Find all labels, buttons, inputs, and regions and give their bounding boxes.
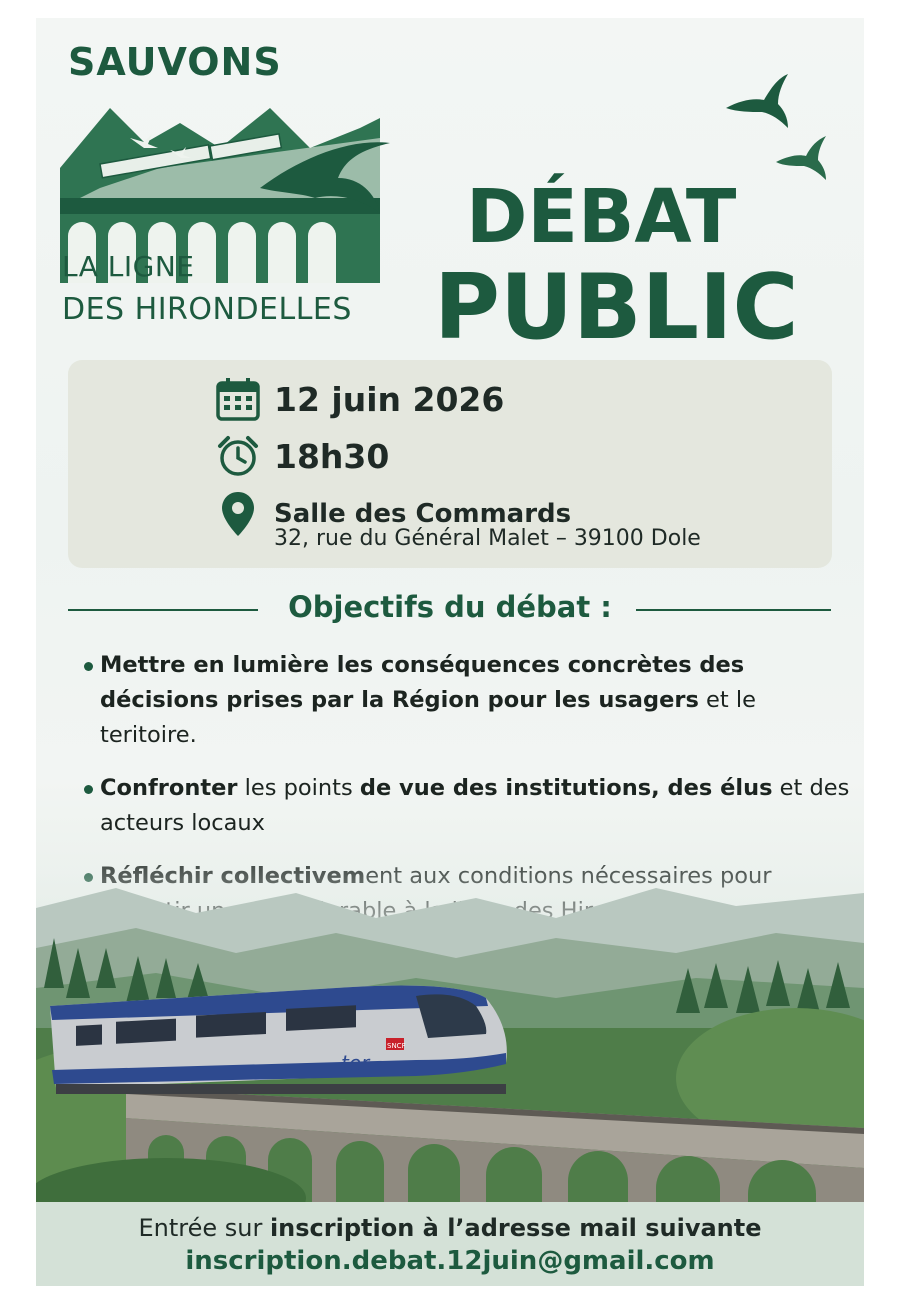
objectives-title: Objectifs du débat : (288, 590, 612, 624)
sncf-badge: SNCF (387, 1042, 406, 1050)
item-emphasis: Confronter (100, 775, 238, 801)
item-emphasis: Mettre en lumière les conséquences concrètes des décisions prises par la Région pour les usagers (100, 652, 745, 713)
title-line2: PUBLIC (434, 255, 799, 360)
train-viaduct-illustration (36, 838, 864, 1218)
alarm-clock-icon (212, 434, 264, 478)
registration-footer (36, 1202, 864, 1286)
logo-text-line2: DES HIRONDELLES (62, 292, 352, 327)
swallows-illustration (716, 70, 836, 190)
event-time: 18h30 (274, 436, 390, 476)
list-item (84, 771, 854, 841)
objectives-heading (36, 590, 864, 624)
registration-text (36, 1214, 864, 1242)
poster (36, 18, 864, 1286)
registration-email[interactable]: inscription.debat.12juin@gmail.com (185, 1246, 715, 1276)
date-row (212, 376, 504, 422)
event-date: 12 juin 2026 (274, 379, 505, 419)
time-row (212, 434, 389, 478)
registration-text-a: Entrée sur (138, 1214, 270, 1242)
title-line1: DÉBAT (466, 174, 737, 260)
item-emphasis: de vue des institutions, des élus (359, 775, 773, 801)
logo-text-line1: LA LIGNE (62, 250, 195, 283)
location-pin-icon (212, 490, 264, 538)
ter-logo: ter (341, 1051, 370, 1075)
item-text: et le teritoire. (100, 687, 756, 748)
registration-text-b: inscription à l’adresse mail suivante (269, 1214, 762, 1242)
calendar-icon (212, 376, 264, 422)
campaign-headline: SAUVONS (68, 40, 282, 84)
event-venue: Salle des Commards (274, 499, 572, 529)
item-text: les points (237, 775, 360, 801)
item-text: et des acteurs locaux (100, 775, 850, 836)
list-item (84, 648, 854, 753)
event-address: 32, rue du Général Malet – 39100 Dole (274, 526, 701, 551)
